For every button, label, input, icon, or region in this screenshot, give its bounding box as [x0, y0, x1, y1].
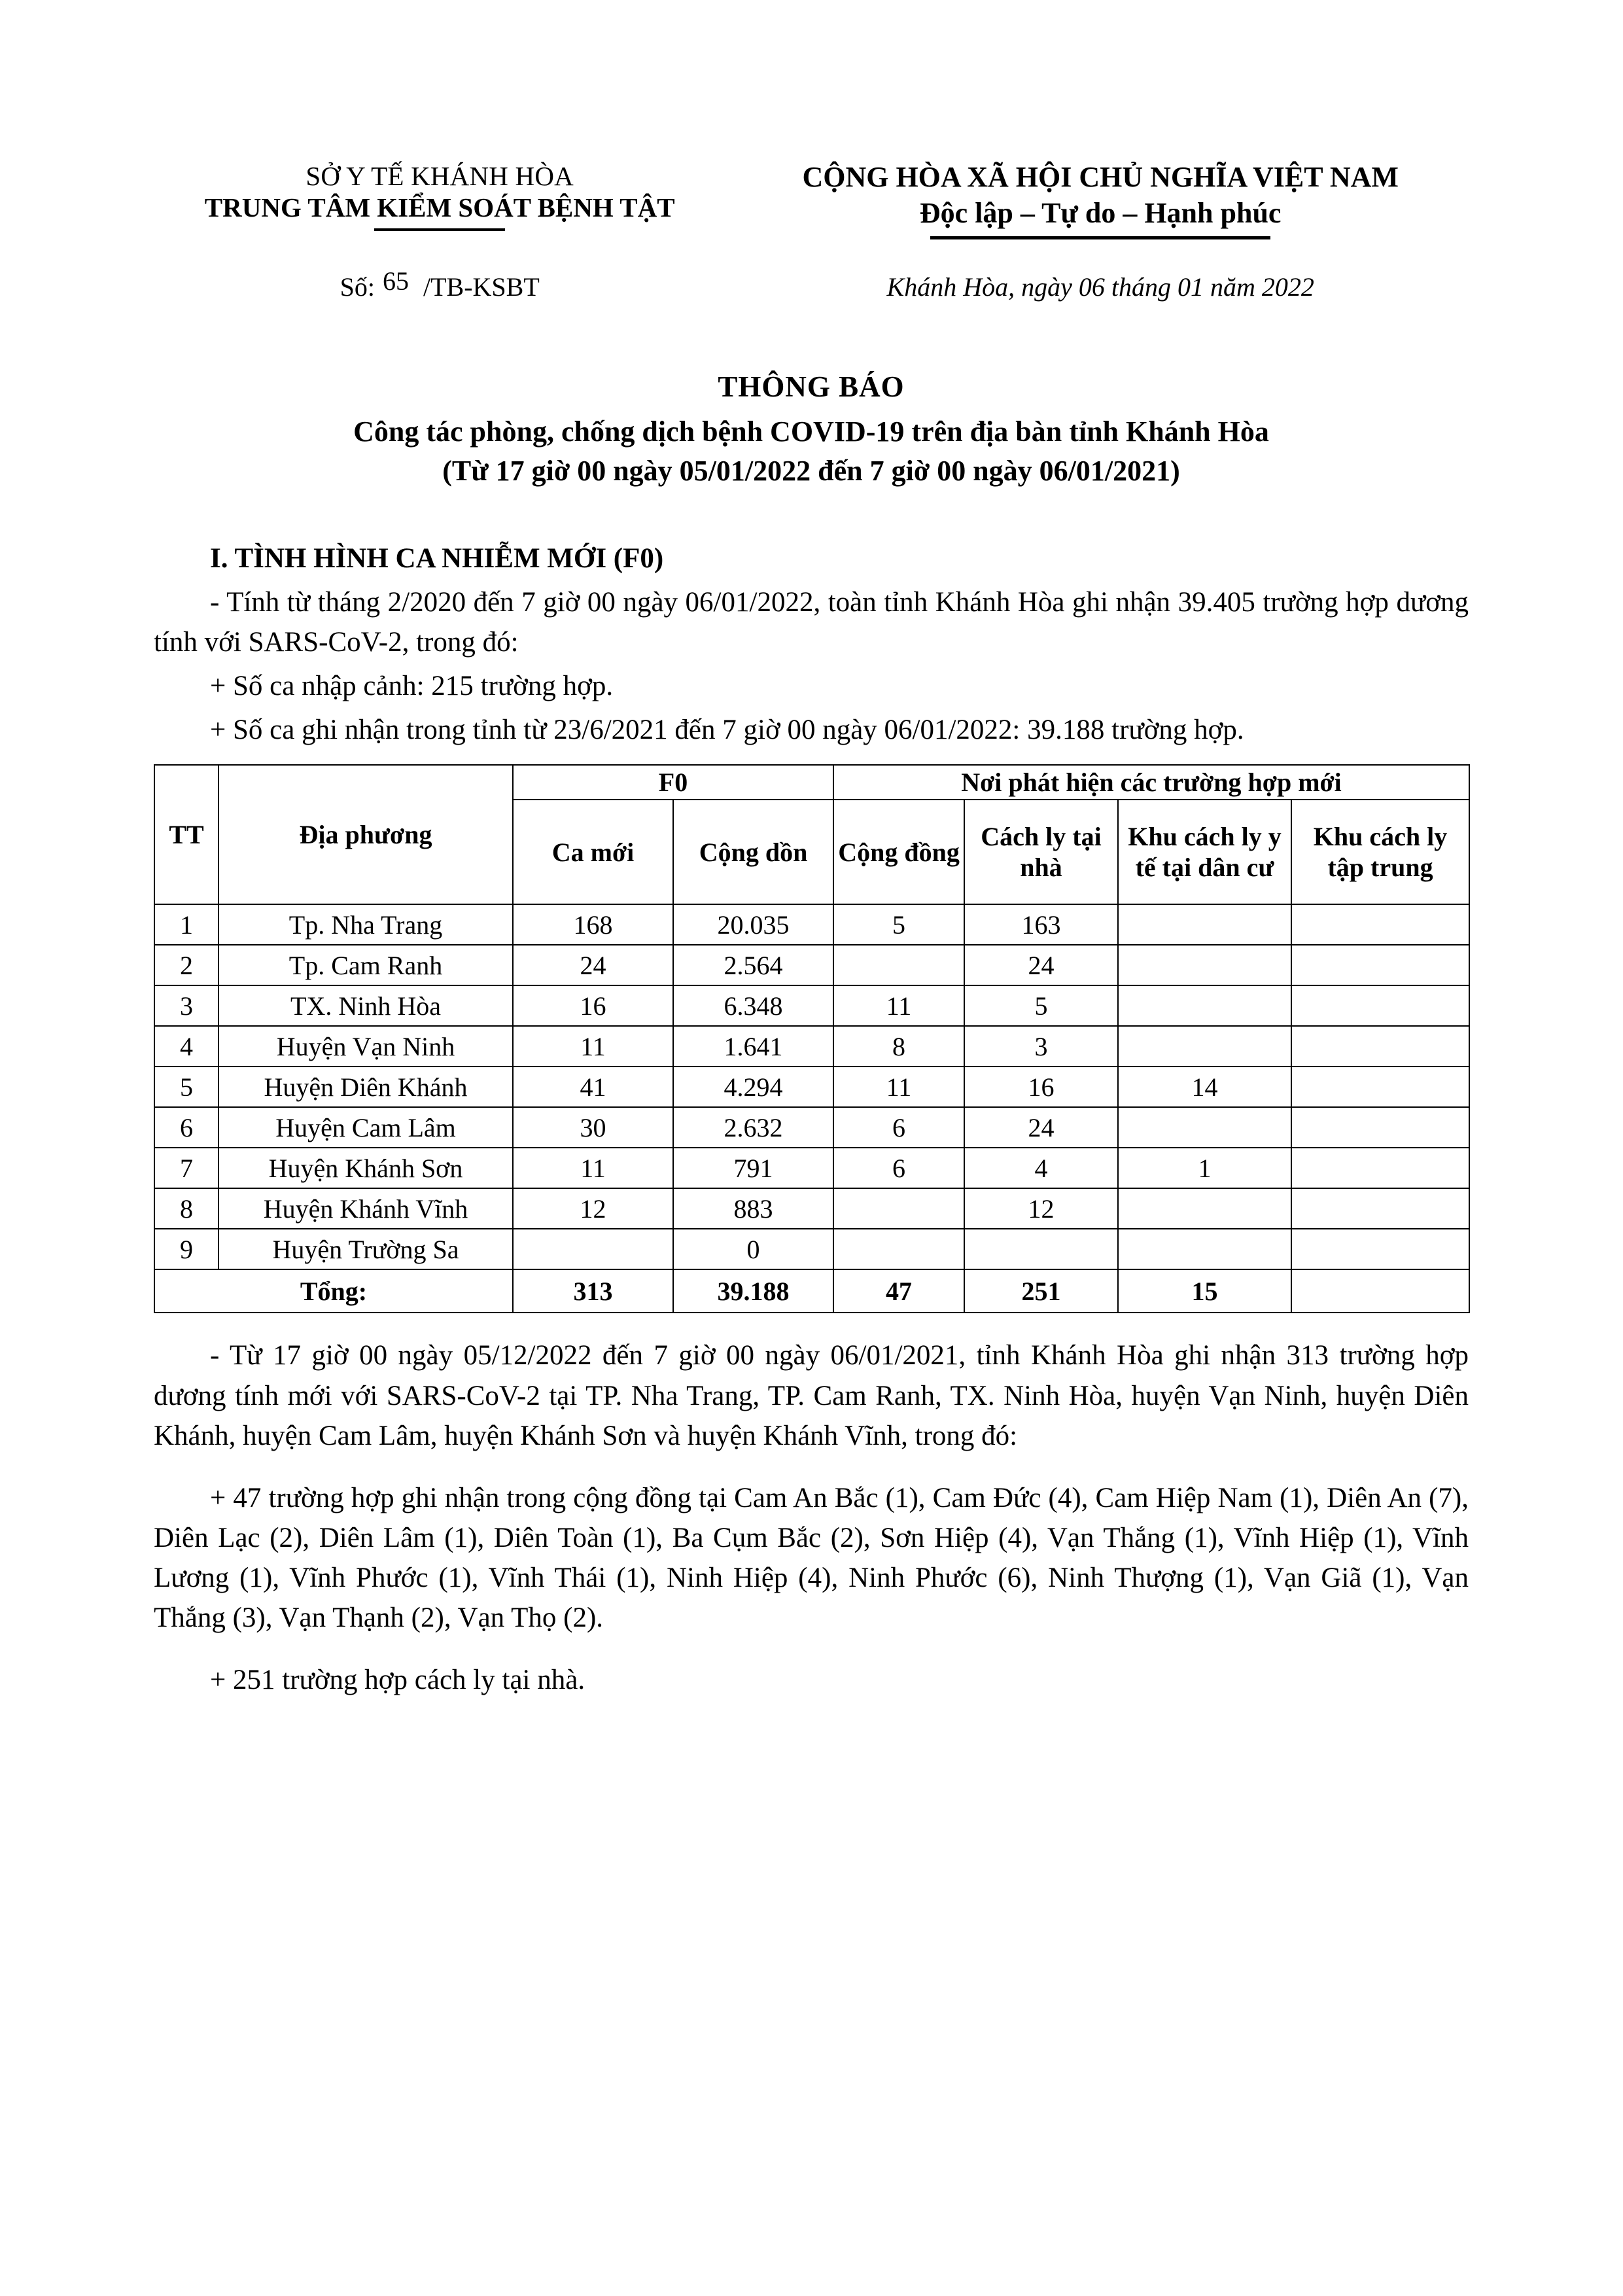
cell-tt: 7	[154, 1148, 218, 1188]
cell-khu-cach-ly-tap-trung	[1291, 1229, 1469, 1269]
cell-khu-cach-ly-y-te	[1118, 1107, 1291, 1148]
header-khu-cach-ly-y-te: Khu cách ly y tế tại dân cư	[1118, 800, 1291, 904]
cell-cong-don: 4.294	[673, 1067, 833, 1107]
title-period: (Từ 17 giờ 00 ngày 05/01/2022 đến 7 giờ 00 ngày 06/01/2021)	[442, 454, 1180, 487]
cell-cong-dong	[833, 945, 964, 985]
cell-cong-dong: 11	[833, 985, 964, 1026]
cell-cong-don: 0	[673, 1229, 833, 1269]
table-row	[154, 1188, 1469, 1229]
cell-cong-don: 20.035	[673, 904, 833, 945]
cell-khu-cach-ly-y-te	[1118, 945, 1291, 985]
cell-locality: Tp. Nha Trang	[218, 904, 513, 945]
cell-tt: 2	[154, 945, 218, 985]
title-subtitle: Công tác phòng, chống dịch bệnh COVID-19 trên địa bàn tỉnh Khánh Hòa	[353, 415, 1269, 448]
cell-ca-moi: 24	[513, 945, 673, 985]
paragraph-community-cases: + 47 trường hợp ghi nhận trong cộng đồng tại Cam An Bắc (1), Cam Đức (4), Cam Hiệp Nam (1), Diên An (7), Diên Lạc (2), Diên Lâm (1), Diên Toàn (1), Ba Cụm Bắc (2), Sơn Hiệp (4), Vạn Thắng (1), Vĩnh Hiệp (1), Vĩnh Lương (1), Vĩnh Phước (1), Vĩnh Thái (1), Ninh Hiệp (4), Ninh Phước (6), Ninh Thượng (1), Vạn Giã (1), Vạn Thắng (3), Vạn Thạnh (2), Vạn Thọ (2).	[154, 1482, 1469, 1633]
cell-ca-moi	[513, 1229, 673, 1269]
table-body	[154, 904, 1469, 1313]
header-ca-moi: Ca mới	[513, 800, 673, 904]
table-row	[154, 945, 1469, 985]
cell-locality: Huyện Khánh Vĩnh	[218, 1188, 513, 1229]
cell-cong-dong: 6	[833, 1148, 964, 1188]
cell-khu-cach-ly-y-te: 14	[1118, 1067, 1291, 1107]
national-motto: Độc lập – Tự do – Hạnh phúc	[919, 196, 1282, 229]
cell-cong-dong: 6	[833, 1107, 964, 1148]
cell-cong-dong	[833, 1229, 964, 1269]
cell-tt: 3	[154, 985, 218, 1026]
cell-khu-cach-ly-y-te	[1118, 1188, 1291, 1229]
paragraph-cumulative-total: - Tính từ tháng 2/2020 đến 7 giờ 00 ngày 06/01/2022, toàn tỉnh Khánh Hòa ghi nhận 39.405 trường hợp dương tính với SARS-CoV-2, trong đó:	[154, 587, 1469, 658]
header-cach-ly-tai-nha: Cách ly tại nhà	[964, 800, 1118, 904]
cell-khu-cach-ly-y-te	[1118, 985, 1291, 1026]
cell-ca-moi: 12	[513, 1188, 673, 1229]
document-number-suffix: /TB-KSBT	[423, 272, 540, 302]
cell-cach-ly-tai-nha: 24	[964, 945, 1118, 985]
country-name: CỘNG HÒA XÃ HỘI CHỦ NGHĨA VIỆT NAM	[802, 161, 1399, 193]
document-content	[154, 160, 1469, 1700]
table-row	[154, 1067, 1469, 1107]
cell-khu-cach-ly-y-te	[1118, 1026, 1291, 1067]
header-cong-dong: Cộng đồng	[833, 800, 964, 904]
table-row	[154, 1026, 1469, 1067]
cell-tt: 1	[154, 904, 218, 945]
cell-tt: 4	[154, 1026, 218, 1067]
cell-locality: Huyện Diên Khánh	[218, 1067, 513, 1107]
cell-khu-cach-ly-y-te	[1118, 1229, 1291, 1269]
cell-cong-don: 2.564	[673, 945, 833, 985]
cell-locality: Huyện Trường Sa	[218, 1229, 513, 1269]
cell-total-label: Tổng:	[154, 1269, 513, 1313]
header-divider-left	[374, 228, 505, 231]
cell-cong-dong: 5	[833, 904, 964, 945]
cell-cach-ly-tai-nha: 4	[964, 1148, 1118, 1188]
header-locality: Địa phương	[218, 765, 513, 904]
paragraph-domestic-cases: + Số ca ghi nhận trong tỉnh từ 23/6/2021 đến 7 giờ 00 ngày 06/01/2022: 39.188 trường hợp.	[210, 715, 1244, 746]
table-row	[154, 985, 1469, 1026]
header-tt: TT	[154, 765, 218, 904]
place-and-date: Khánh Hòa, ngày 06 tháng 01 năm 2022	[886, 272, 1314, 302]
header-khu-cach-ly-tap-trung: Khu cách ly tập trung	[1291, 800, 1469, 904]
cell-total-ca-moi: 313	[513, 1269, 673, 1313]
header-f0-group: F0	[513, 765, 833, 800]
cell-locality: TX. Ninh Hòa	[218, 985, 513, 1026]
cell-ca-moi: 11	[513, 1026, 673, 1067]
document-number-row	[154, 266, 1469, 302]
cell-khu-cach-ly-tap-trung	[1291, 1107, 1469, 1148]
table-row	[154, 904, 1469, 945]
section-heading-1: I. TÌNH HÌNH CA NHIỄM MỚI (F0)	[210, 543, 664, 574]
cell-cach-ly-tai-nha	[964, 1229, 1118, 1269]
cell-total-cong-don: 39.188	[673, 1269, 833, 1313]
national-heading-block	[732, 160, 1469, 239]
cell-ca-moi: 16	[513, 985, 673, 1026]
cell-cong-dong	[833, 1188, 964, 1229]
cell-total-cong-dong: 47	[833, 1269, 964, 1313]
cell-cong-dong: 8	[833, 1026, 964, 1067]
cell-ca-moi: 30	[513, 1107, 673, 1148]
department-name: SỞ Y TẾ KHÁNH HÒA	[305, 161, 574, 191]
header-divider-right	[930, 236, 1270, 239]
document-number	[154, 266, 732, 302]
cell-total-khu-cach-ly-tap-trung	[1291, 1269, 1469, 1313]
page-title: THÔNG BÁO	[718, 370, 905, 403]
cell-khu-cach-ly-y-te: 1	[1118, 1148, 1291, 1188]
header-source-group: Nơi phát hiện các trường hợp mới	[833, 765, 1469, 800]
table-header-group-row	[154, 765, 1469, 800]
table-row	[154, 1229, 1469, 1269]
cell-tt: 8	[154, 1188, 218, 1229]
document-number-value: 65	[382, 266, 409, 296]
header-cong-don: Cộng dồn	[673, 800, 833, 904]
table-row	[154, 1148, 1469, 1188]
cell-cach-ly-tai-nha: 24	[964, 1107, 1118, 1148]
cell-cach-ly-tai-nha: 3	[964, 1026, 1118, 1067]
cell-tt: 5	[154, 1067, 218, 1107]
cell-locality: Huyện Khánh Sơn	[218, 1148, 513, 1188]
paragraph-imported-cases: + Số ca nhập cảnh: 215 trường hợp.	[210, 671, 614, 702]
cell-cach-ly-tai-nha: 16	[964, 1067, 1118, 1107]
cell-khu-cach-ly-tap-trung	[1291, 1067, 1469, 1107]
cell-total-khu-cach-ly-y-te: 15	[1118, 1269, 1291, 1313]
cell-khu-cach-ly-tap-trung	[1291, 945, 1469, 985]
cell-khu-cach-ly-tap-trung	[1291, 904, 1469, 945]
cell-cong-don: 6.348	[673, 985, 833, 1026]
cell-locality: Huyện Vạn Ninh	[218, 1026, 513, 1067]
cell-cach-ly-tai-nha: 12	[964, 1188, 1118, 1229]
cell-ca-moi: 168	[513, 904, 673, 945]
center-name: TRUNG TÂM KIỂM SOÁT BỆNH TẬT	[204, 192, 675, 223]
cell-cong-don: 1.641	[673, 1026, 833, 1067]
cell-cong-don: 791	[673, 1148, 833, 1188]
cell-locality: Tp. Cam Ranh	[218, 945, 513, 985]
paragraph-home-quarantine-cases: + 251 trường hợp cách ly tại nhà.	[210, 1664, 585, 1695]
title-block	[154, 368, 1469, 490]
cell-cong-don: 883	[673, 1188, 833, 1229]
cell-cach-ly-tai-nha: 163	[964, 904, 1118, 945]
cell-total-cach-ly-tai-nha: 251	[964, 1269, 1118, 1313]
cell-cach-ly-tai-nha: 5	[964, 985, 1118, 1026]
cell-khu-cach-ly-y-te	[1118, 904, 1291, 945]
document-header	[154, 160, 1469, 239]
cell-tt: 9	[154, 1229, 218, 1269]
cases-by-locality-table	[154, 764, 1470, 1313]
cell-cong-don: 2.632	[673, 1107, 833, 1148]
cell-ca-moi: 11	[513, 1148, 673, 1188]
cell-khu-cach-ly-tap-trung	[1291, 985, 1469, 1026]
cell-tt: 6	[154, 1107, 218, 1148]
cell-khu-cach-ly-tap-trung	[1291, 1148, 1469, 1188]
cell-cong-dong: 11	[833, 1067, 964, 1107]
cell-khu-cach-ly-tap-trung	[1291, 1188, 1469, 1229]
cell-khu-cach-ly-tap-trung	[1291, 1026, 1469, 1067]
table-row	[154, 1107, 1469, 1148]
issuing-authority-block	[154, 160, 732, 231]
paragraph-new-cases-summary: - Từ 17 giờ 00 ngày 05/12/2022 đến 7 giờ 00 ngày 06/01/2021, tỉnh Khánh Hòa ghi nhận 313 trường hợp dương tính mới với SARS-CoV-2 tại TP. Nha Trang, TP. Cam Ranh, TX. Ninh Hòa, huyện Vạn Ninh, huyện Diên Khánh, huyện Cam Lâm, huyện Khánh Sơn và huyện Khánh Vĩnh, trong đó:	[154, 1340, 1469, 1451]
document-number-label: Số:	[340, 272, 375, 302]
cell-ca-moi: 41	[513, 1067, 673, 1107]
table-total-row	[154, 1269, 1469, 1313]
cell-locality: Huyện Cam Lâm	[218, 1107, 513, 1148]
